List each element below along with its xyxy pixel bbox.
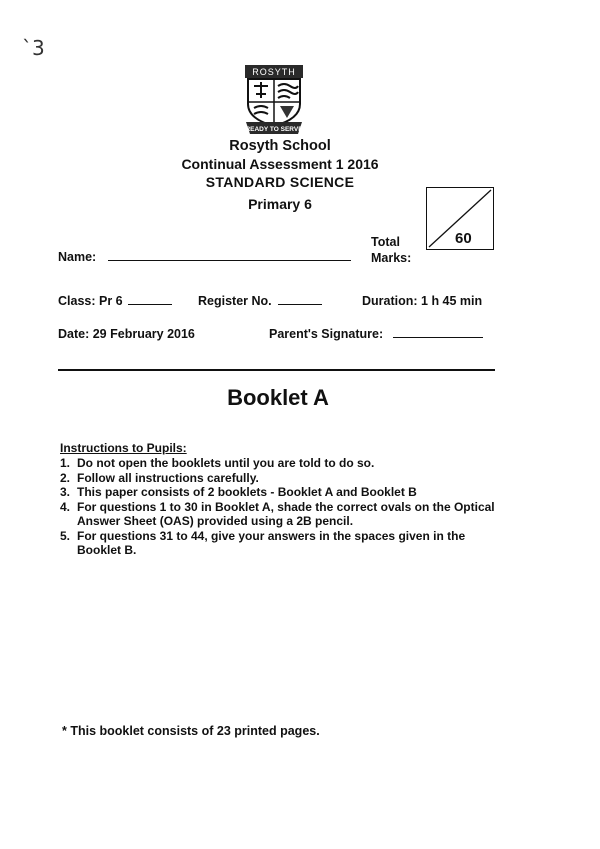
assessment-title: Continual Assessment 1 2016 — [181, 156, 379, 172]
instructions-list — [60, 456, 505, 558]
total-marks-label — [371, 234, 411, 266]
class-field[interactable] — [58, 294, 172, 308]
instruction-number: 5. — [60, 528, 71, 543]
instruction-item — [60, 500, 505, 529]
instruction-number: 2. — [60, 470, 71, 485]
register-field[interactable] — [198, 294, 322, 308]
class-label: Class: Pr 6 — [58, 294, 123, 308]
date-text: Date: 29 February 2016 — [58, 327, 195, 341]
instruction-text: Follow all instructions carefully. — [77, 470, 259, 485]
handwritten-mark: `3 — [22, 36, 45, 60]
school-name: Rosyth School — [229, 138, 331, 154]
booklet-title: Booklet A — [227, 385, 329, 410]
instructions-title: Instructions to Pupils: — [60, 441, 187, 455]
footer-note: * This booklet consists of 23 printed pages. — [62, 724, 320, 738]
instruction-item — [60, 485, 505, 500]
name-blank[interactable] — [108, 250, 351, 261]
signature-blank[interactable] — [393, 327, 483, 338]
instruction-item — [60, 456, 505, 471]
school-crest-logo — [242, 64, 306, 136]
instruction-text: This paper consists of 2 booklets - Booklet A and Booklet B — [77, 485, 417, 499]
instruction-number: 1. — [60, 456, 71, 470]
instruction-number: 3. — [60, 485, 71, 499]
name-field[interactable] — [58, 250, 351, 264]
register-blank[interactable] — [278, 294, 322, 305]
total-marks-value: 60 — [455, 230, 472, 247]
level-title: Primary 6 — [248, 196, 312, 212]
instruction-item — [60, 471, 505, 486]
svg-text:READY TO SERVE: READY TO SERVE — [245, 126, 303, 133]
name-label: Name: — [58, 250, 97, 264]
instruction-text: For questions 1 to 30 in Booklet A, shade the correct ovals on the Optical Answer Sheet (OAS) provided using a 2B pencil. — [77, 499, 495, 528]
subject-title: STANDARD SCIENCE — [205, 174, 355, 190]
duration-text: Duration: 1 h 45 min — [362, 294, 483, 308]
total-label-line2: Marks: — [371, 251, 412, 265]
instruction-number: 4. — [60, 499, 71, 514]
horizontal-divider — [58, 369, 495, 371]
instruction-text: For questions 31 to 44, give your answers in the spaces given in the Booklet B. — [77, 528, 466, 557]
signature-label: Parent's Signature: — [269, 327, 384, 341]
total-marks-box — [426, 187, 494, 250]
svg-text:ROSYTH: ROSYTH — [252, 67, 296, 77]
class-blank[interactable] — [128, 294, 172, 305]
register-label: Register No. — [198, 294, 272, 308]
total-label-line1: Total — [371, 235, 400, 249]
signature-field[interactable] — [269, 327, 483, 341]
instruction-item — [60, 529, 505, 558]
instruction-text: Do not open the booklets until you are told to do so. — [77, 456, 375, 470]
